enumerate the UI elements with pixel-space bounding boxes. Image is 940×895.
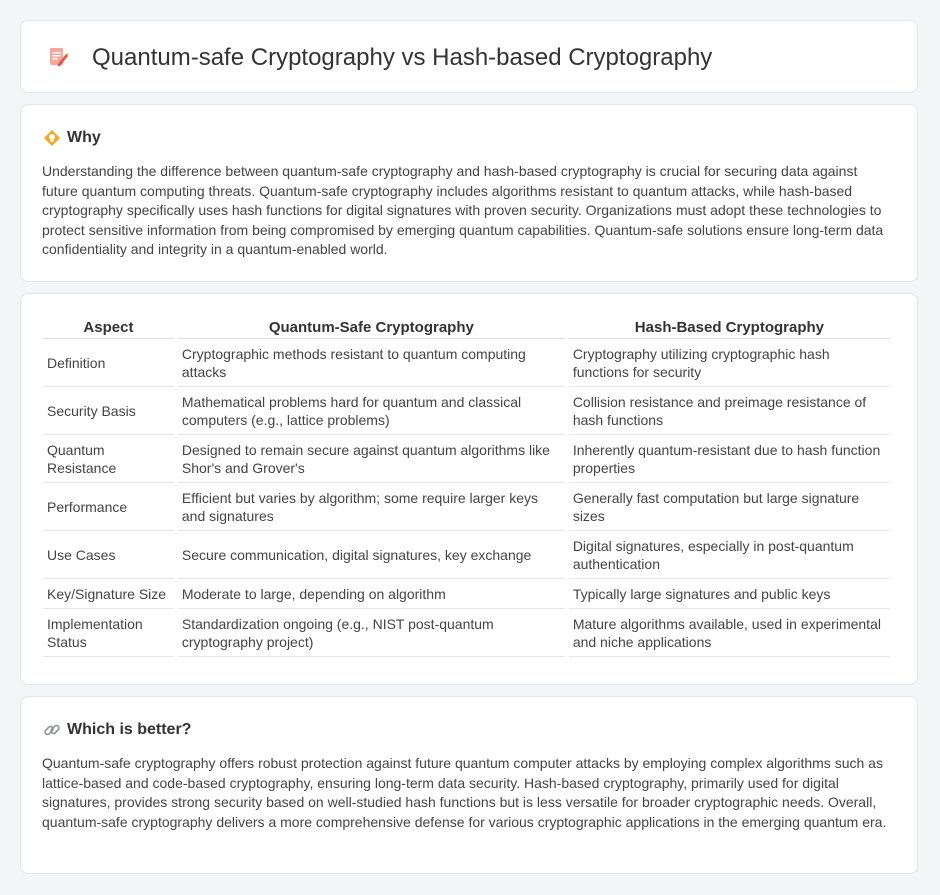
column-header-hash-based: Hash-Based Cryptography	[569, 316, 890, 339]
column-header-quantum-safe: Quantum-Safe Cryptography	[178, 316, 565, 339]
table-row	[43, 435, 890, 483]
table-cell-aspect: Key/Signature Size	[43, 579, 174, 609]
which-is-better-section	[20, 696, 918, 874]
table-cell-aspect: Performance	[43, 483, 174, 531]
table-row	[43, 579, 890, 609]
comparison-section	[20, 293, 918, 685]
table-cell-aspect: Definition	[43, 339, 174, 387]
table-row	[43, 483, 890, 531]
table-row	[43, 531, 890, 579]
table-row	[43, 339, 890, 387]
column-header-aspect: Aspect	[43, 316, 174, 339]
table-cell-quantum-safe: Standardization ongoing (e.g., NIST post-quantum cryptography project)	[178, 609, 565, 657]
table-cell-quantum-safe: Designed to remain secure against quantum algorithms like Shor's and Grover's	[178, 435, 565, 483]
table-cell-quantum-safe: Cryptographic methods resistant to quantum computing attacks	[178, 339, 565, 387]
page-title: Quantum-safe Cryptography vs Hash-based Cryptography	[92, 44, 713, 71]
table-cell-hash-based: Digital signatures, especially in post-quantum authentication	[569, 531, 890, 579]
lightbulb-diamond-icon	[43, 129, 61, 147]
why-title: Why	[67, 129, 101, 146]
header-card	[20, 20, 918, 93]
table-cell-quantum-safe: Efficient but varies by algorithm; some require larger keys and signatures	[178, 483, 565, 531]
document-pencil-icon	[47, 46, 69, 68]
table-cell-hash-based: Typically large signatures and public keys	[569, 579, 890, 609]
why-heading	[43, 127, 101, 149]
table-cell-aspect: Quantum Resistance	[43, 435, 174, 483]
table-cell-hash-based: Cryptography utilizing cryptographic hash functions for security	[569, 339, 890, 387]
table-row	[43, 609, 890, 657]
table-cell-aspect: Security Basis	[43, 387, 174, 435]
table-cell-aspect: Use Cases	[43, 531, 174, 579]
why-section	[20, 104, 918, 282]
table-cell-quantum-safe: Secure communication, digital signatures, key exchange	[178, 531, 565, 579]
comparison-table	[39, 316, 894, 657]
link-icon	[43, 721, 61, 739]
table-cell-hash-based: Inherently quantum-resistant due to hash function properties	[569, 435, 890, 483]
table-cell-hash-based: Collision resistance and preimage resistance of hash functions	[569, 387, 890, 435]
table-cell-quantum-safe: Moderate to large, depending on algorithm	[178, 579, 565, 609]
why-body: Understanding the difference between quantum-safe cryptography and hash-based cryptography is crucial for securing data against future quantum computing threats. Quantum-safe cryptography includes algorithms resistant to quantum attacks, while hash-based cryptography specifically uses hash functions for digital signatures with proven security. Organizations must adopt these technologies to protect sensitive information from being compromised by emerging quantum capabilities. Quantum-safe solutions ensure long-term data confidentiality and integrity in a quantum-enabled world.	[42, 163, 884, 257]
table-cell-quantum-safe: Mathematical problems hard for quantum and classical computers (e.g., lattice problems)	[178, 387, 565, 435]
better-body: Quantum-safe cryptography offers robust protection against future quantum computer attacks by employing complex algorithms such as lattice-based and code-based cryptography, ensuring long-term data security. Hash-based cryptography, primarily used for digital signatures, provides strong security based on well-studied hash functions but is less versatile for broader cryptographic needs. Overall, quantum-safe cryptography delivers a more comprehensive defense for various cryptographic applications in the emerging quantum era.	[42, 755, 887, 830]
table-cell-hash-based: Generally fast computation but large signature sizes	[569, 483, 890, 531]
table-row	[43, 387, 890, 435]
better-heading	[43, 719, 191, 741]
table-header-row	[43, 316, 890, 339]
better-title: Which is better?	[67, 721, 192, 738]
table-cell-aspect: Implementation Status	[43, 609, 174, 657]
table-cell-hash-based: Mature algorithms available, used in experimental and niche applications	[569, 609, 890, 657]
